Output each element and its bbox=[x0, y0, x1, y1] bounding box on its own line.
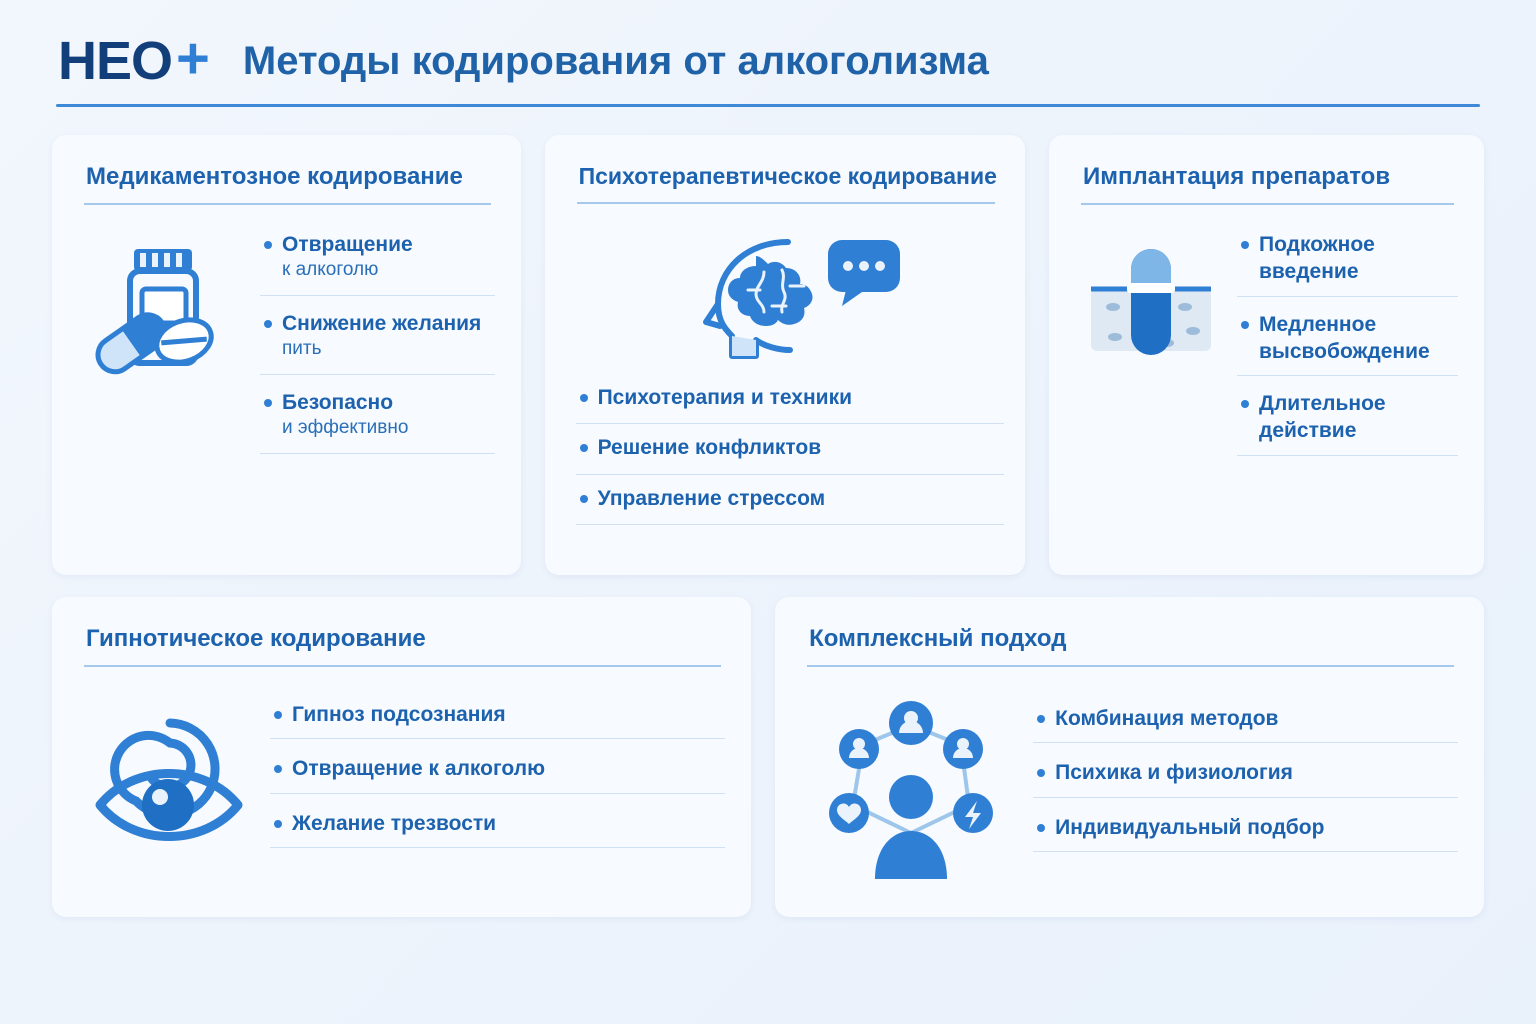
list-item bbox=[1033, 814, 1458, 852]
bullet-line-1: Длительное действие bbox=[1259, 392, 1386, 443]
bullet-line-1: Индивидуальный подбор bbox=[1055, 815, 1325, 839]
bullet-line-2: и эффективно bbox=[282, 417, 409, 439]
bullet-line-1: Безопасно bbox=[282, 390, 394, 414]
bullet-line-1: Комбинация методов bbox=[1055, 707, 1279, 730]
card-body bbox=[78, 689, 725, 873]
bullet-line-1: Медленное bbox=[1259, 312, 1377, 336]
card-title: Имплантация препаратов bbox=[1083, 163, 1391, 190]
bullet-line-1: Желание трезвости bbox=[292, 811, 497, 835]
bullet-list bbox=[1033, 689, 1458, 883]
brand-logo bbox=[58, 26, 209, 91]
list-item bbox=[576, 485, 1004, 525]
cards-row-top bbox=[46, 135, 1490, 575]
bullet-line-1: Гипноз подсознания bbox=[292, 703, 506, 726]
card-medication bbox=[52, 135, 521, 575]
card-psychotherapy bbox=[545, 135, 1025, 575]
bullet-list bbox=[270, 689, 725, 873]
list-item bbox=[270, 701, 725, 739]
bullet-list bbox=[1237, 227, 1458, 456]
card-title-divider bbox=[1081, 203, 1454, 205]
card-title-divider bbox=[807, 665, 1454, 667]
bullet-line-1: Отвращение bbox=[282, 233, 413, 256]
cards-row-bottom bbox=[46, 597, 1490, 917]
bullet-line-1: Подкожное введение bbox=[1259, 233, 1375, 284]
list-item bbox=[270, 810, 725, 848]
card-hypnosis bbox=[52, 597, 751, 917]
card-title-divider bbox=[577, 202, 995, 204]
bullet-line-1: Психика и физиология bbox=[1055, 761, 1293, 785]
list-item bbox=[1237, 390, 1458, 456]
card-title: Медикаментозное кодирование bbox=[86, 163, 463, 190]
list-item bbox=[1237, 231, 1458, 297]
network-person-icon bbox=[801, 689, 1021, 883]
card-body bbox=[78, 227, 495, 454]
plus-icon: + bbox=[176, 26, 209, 91]
brain-head-icon bbox=[660, 226, 910, 370]
card-body bbox=[801, 689, 1458, 883]
bullet-line-1: Отвращение к алкоголю bbox=[292, 757, 546, 781]
bullet-line-2: пить bbox=[282, 338, 322, 360]
card-title-divider bbox=[84, 203, 491, 205]
card-body bbox=[1075, 227, 1458, 456]
list-item bbox=[1237, 311, 1458, 377]
list-item bbox=[1033, 759, 1458, 797]
bullet-line-2: высвобождение bbox=[1259, 339, 1430, 363]
list-item bbox=[260, 310, 495, 375]
bullet-line-1: Снижение желания bbox=[282, 311, 482, 335]
list-item bbox=[576, 434, 1004, 474]
list-item bbox=[270, 755, 725, 793]
bullet-list bbox=[260, 227, 495, 454]
bullet-list bbox=[566, 380, 1004, 525]
card-title: Психотерапевтическое кодирование bbox=[578, 163, 997, 189]
hypnosis-eye-icon bbox=[78, 689, 258, 873]
card-title: Комплексный подход bbox=[809, 625, 1067, 652]
card-body bbox=[571, 226, 999, 525]
list-item bbox=[260, 231, 495, 296]
card-implantation bbox=[1049, 135, 1484, 575]
bullet-line-1: Психотерапия и техники bbox=[597, 386, 852, 409]
list-item bbox=[1033, 705, 1458, 743]
brand-logo-text: HEO bbox=[58, 31, 173, 91]
card-title: Гипнотическое кодирование bbox=[86, 625, 426, 652]
card-complex-approach bbox=[775, 597, 1484, 917]
header-divider bbox=[56, 104, 1480, 107]
card-title-divider bbox=[84, 665, 721, 667]
list-item bbox=[576, 384, 1004, 424]
bullet-line-1: Решение конфликтов bbox=[597, 436, 822, 460]
pill-bottle-icon bbox=[78, 227, 248, 454]
list-item bbox=[260, 389, 495, 454]
bullet-line-2: к алкоголю bbox=[282, 259, 379, 281]
capsule-implant-icon bbox=[1075, 227, 1225, 456]
header bbox=[46, 26, 1490, 91]
page-title: Методы кодирования от алкоголизма bbox=[242, 38, 989, 83]
bullet-line-1: Управление стрессом bbox=[597, 486, 826, 510]
